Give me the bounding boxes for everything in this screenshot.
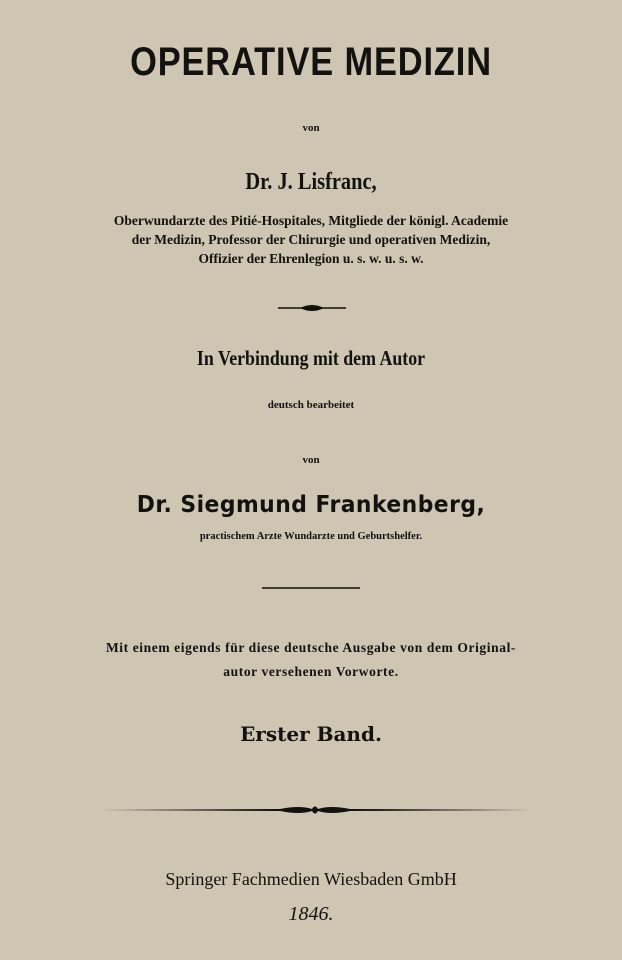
rule-divider bbox=[262, 586, 360, 590]
book-title: OPERATIVE MEDIZIN bbox=[130, 40, 492, 84]
foreword-note-line: autor versehenen Vorworte. bbox=[223, 664, 399, 679]
von-label: von bbox=[302, 122, 320, 134]
ornament-divider-icon bbox=[278, 302, 346, 314]
author-name: Dr. J. Lisfranc, bbox=[245, 169, 377, 195]
publisher: Springer Fachmedien Wiesbaden GmbH bbox=[165, 869, 457, 889]
translator-affiliation: practischem Arzte Wundarzte und Geburtshelfer. bbox=[199, 531, 423, 542]
ornament-rule-icon bbox=[100, 801, 530, 819]
von-label: von bbox=[302, 454, 320, 466]
author-affiliation-line: Offizier der Ehrenlegion u. s. w. u. s. w. bbox=[198, 251, 424, 266]
collaboration-line: In Verbindung mit dem Autor bbox=[196, 346, 426, 370]
adapted-label: deutsch bearbeitet bbox=[267, 399, 355, 411]
publication-year: 1846. bbox=[288, 903, 334, 925]
foreword-note-line: Mit einem eigends für diese deutsche Ausgabe von dem Original- bbox=[105, 640, 517, 655]
volume-label: Erster Band. bbox=[240, 722, 382, 746]
author-affiliation-line: der Medizin, Professor der Chirurgie und operativen Medizin, bbox=[131, 232, 491, 247]
author-affiliation-line: Oberwundarzte des Pitié-Hospitales, Mitgliede der königl. Academie bbox=[113, 213, 509, 228]
translator-name: Dr. Siegmund Frankenberg, bbox=[136, 492, 486, 518]
